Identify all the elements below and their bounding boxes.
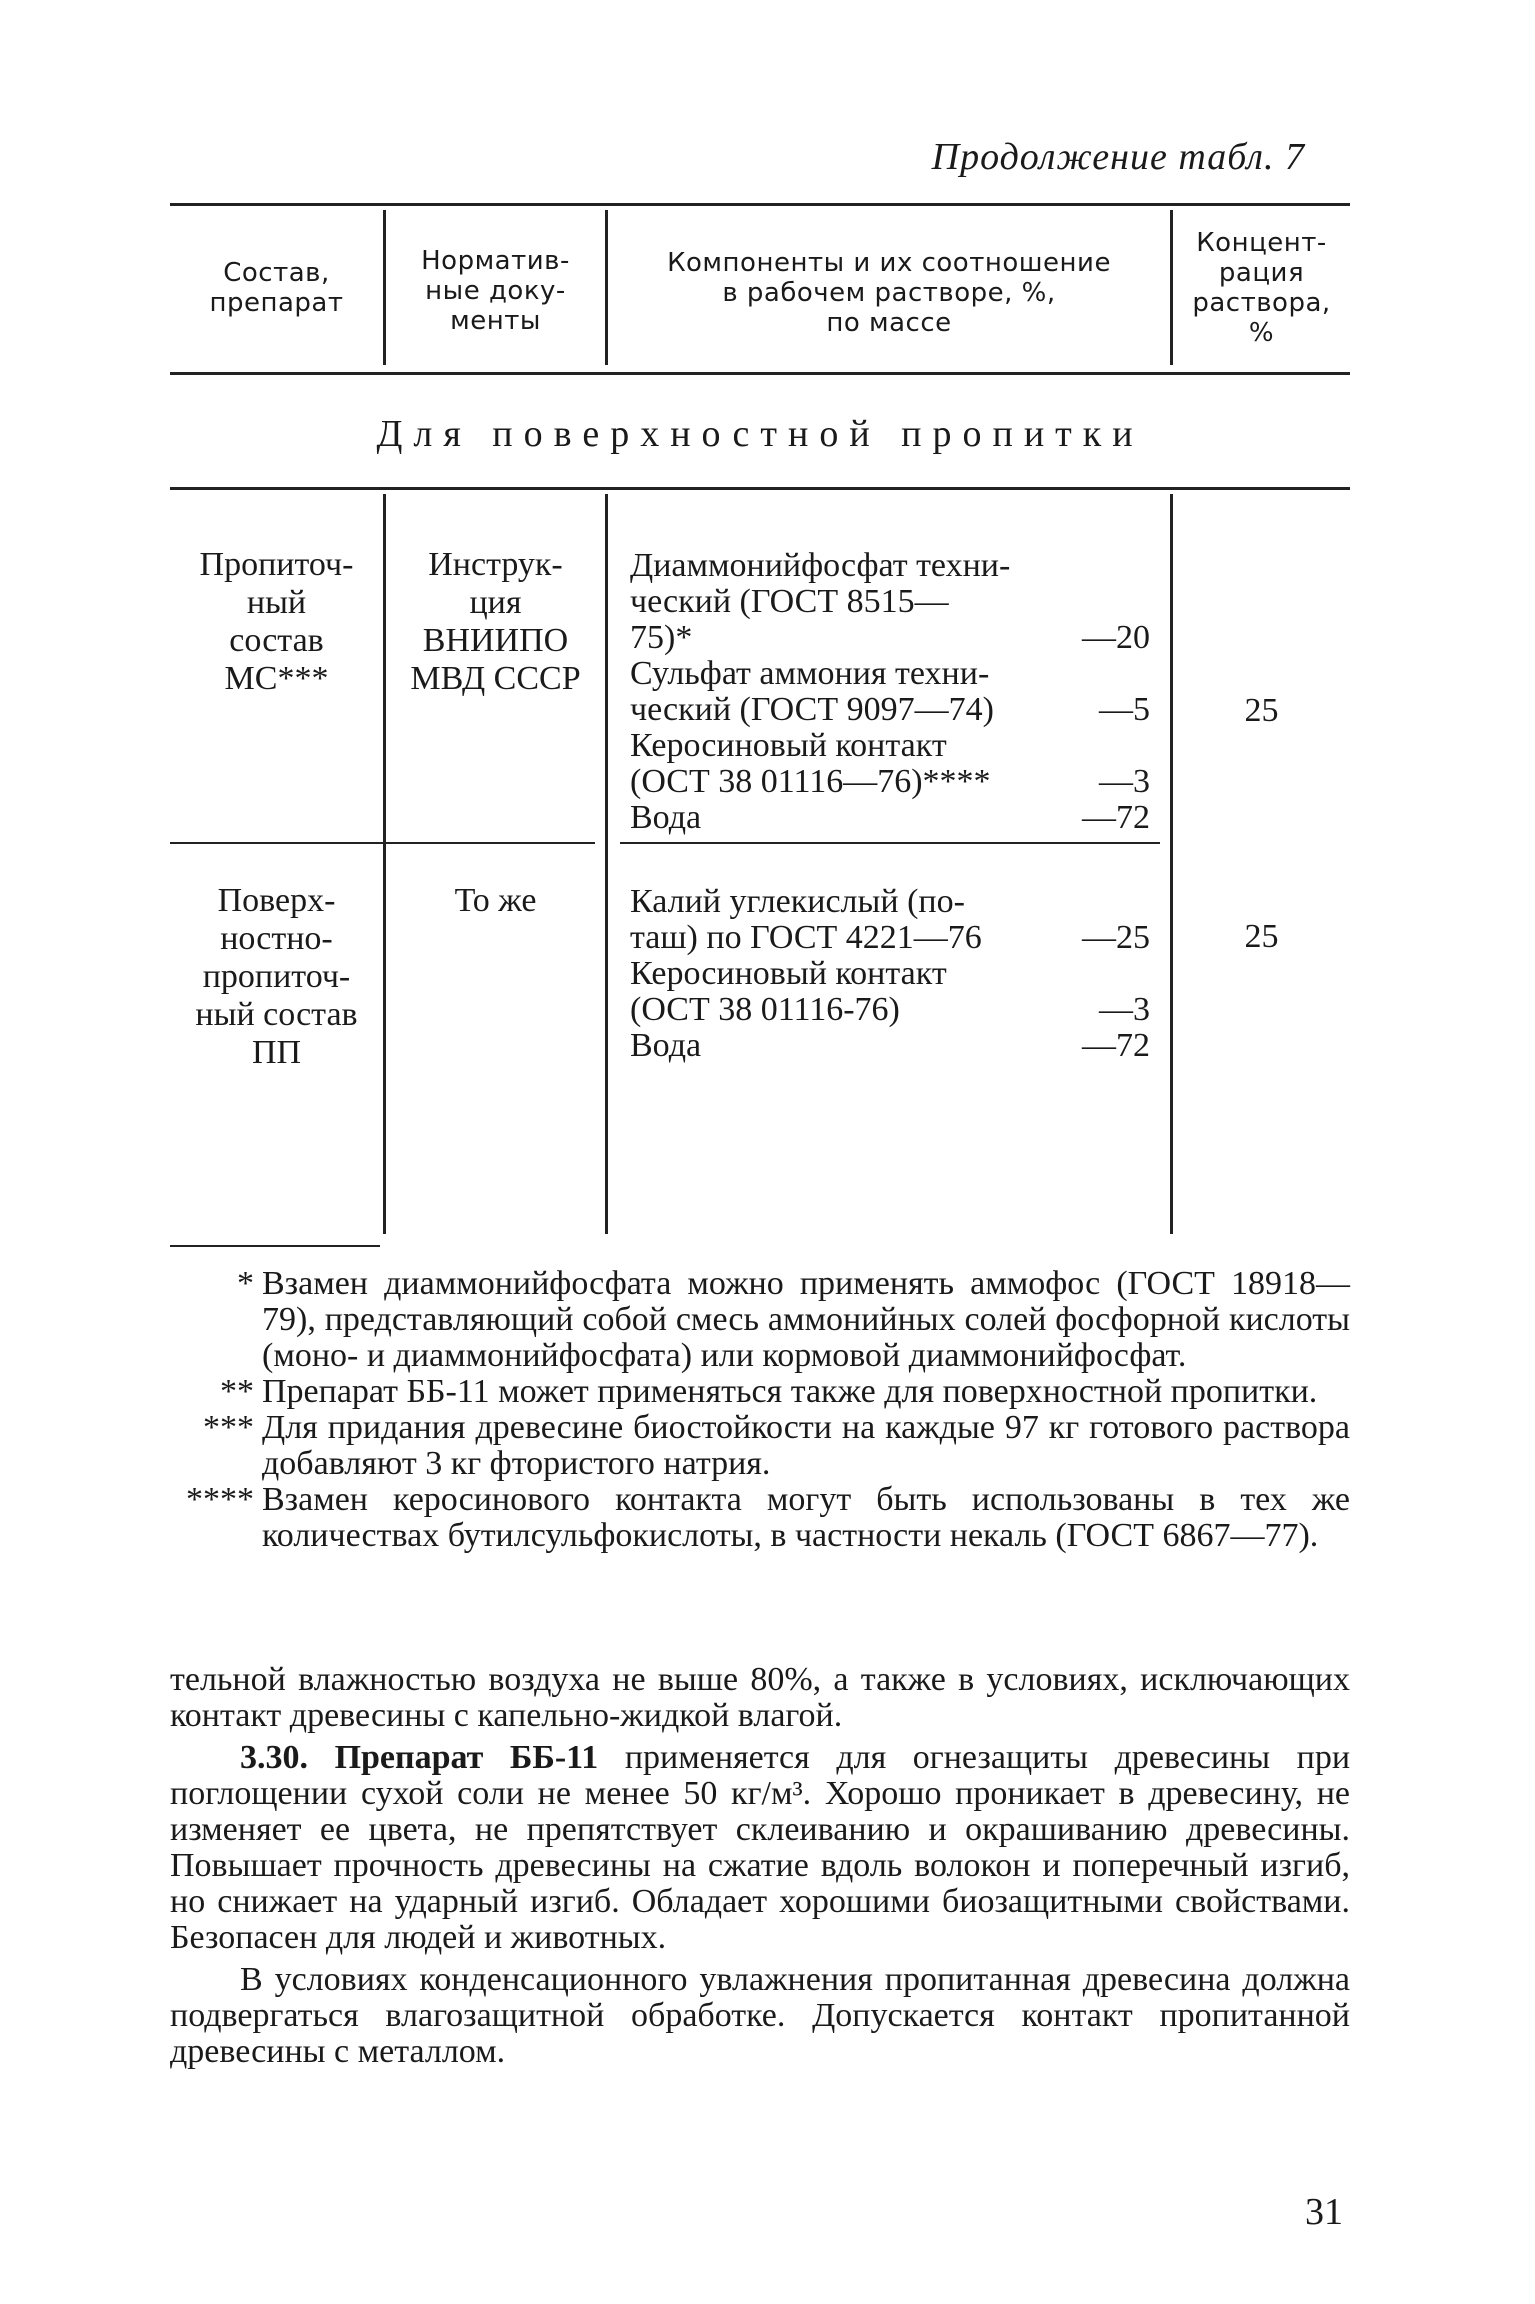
component-line [630,800,1150,836]
component-value: —72 [1082,1027,1150,1064]
row2-concentration: 25 [1244,918,1279,955]
component-value: —25 [1082,919,1150,956]
component-text: Вода [630,1027,702,1064]
footnote-text: Препарат ББ-11 может применяться также для поверхностной пропитки. [262,1373,1318,1410]
footnote-text: Взамен диаммонийфосфата можно применять аммофос (ГОСТ 18918—79), представляющий собой смесь аммонийных солей фосфорной кислоты (моно- и диаммонийфосфата) или кормовой диаммонийфосфат. [262,1265,1350,1374]
footnote-mark: ** [220,1373,254,1410]
row-separator-right [620,842,1160,844]
section-rule [170,487,1350,490]
component-text: Вода [630,799,702,836]
row2-composition: Поверх- ностно- пропиточ- ный состав ПП [195,882,358,1071]
body-divider-2 [605,494,608,1234]
component-value: —3 [1099,763,1150,800]
body-divider-3 [1170,494,1173,1234]
component-line [630,584,1150,620]
table-bottom-rule [170,1245,380,1247]
footnote-mark: *** [203,1409,254,1446]
header-documents: Норматив- ные доку- менты [421,246,570,336]
row1-concentration: 25 [1244,692,1279,729]
component-text: таш) по ГОСТ 4221—76 [630,919,982,956]
component-line [630,548,1150,584]
component-text: Сульфат аммония техни- [630,655,990,692]
paragraph [170,1740,1350,1956]
row1-components [630,548,1150,836]
footnote [170,1410,1350,1482]
section-title: Для поверхностной пропитки [376,413,1144,455]
preparation-name: Препарат ББ-11 [334,1739,599,1776]
row1-composition: Пропиточ- ный состав МС*** [199,546,354,697]
paragraph-text: применяется для огнезащиты древесины при поглощении сухой соли не менее 50 кг/м³. Хорошо проникает в древесину, не изменяет ее цвета, не препятствует склеиванию и окрашиванию древесины. Повышает прочность древесины на сжатие вдоль волокон и поперечный изгиб, но снижает на ударный изгиб. Обладает хорошими биозащитными свойствами. Безопасен для людей и животных. [170,1739,1351,1956]
component-value: —5 [1099,691,1150,728]
footnote-mark: * [237,1265,254,1302]
footnote [170,1482,1350,1554]
footnote [170,1374,1350,1410]
component-text: Керосиновый контакт [630,727,947,764]
component-text: ческий (ГОСТ 8515— [630,583,949,620]
component-line [630,620,1150,656]
component-value: —3 [1099,991,1150,1028]
paragraph: тельной влажностью воздуха не выше 80%, а также в условиях, исключающих контакт древесины с капельно-жидкой влагой. [170,1661,1350,1734]
header-bottom-rule [170,372,1350,375]
component-line [630,764,1150,800]
header-components: Компоненты и их соотношение в рабочем растворе, %, по массе [667,248,1111,338]
footnotes [170,1266,1350,1554]
component-text: 75)* [630,619,693,656]
component-line [630,920,1150,956]
header-concentration: Концент- рация раствора, % [1192,228,1331,348]
row2-components [630,884,1150,1064]
component-text: Калий углекислый (по- [630,883,965,920]
component-line [630,992,1150,1028]
component-text: Диаммонийфосфат техни- [630,547,1011,584]
footnote [170,1266,1350,1374]
component-line [630,956,1150,992]
component-text: (ОСТ 38 01116-76) [630,991,900,1028]
component-line [630,884,1150,920]
section-number: 3.30. [240,1739,308,1776]
component-value: —72 [1082,799,1150,836]
row1-document: Инструк- ция ВНИИПО МВД СССР [410,546,581,697]
component-text: Керосиновый контакт [630,955,947,992]
footnote-text: Для придания древесине биостойкости на каждые 97 кг готового раствора добавляют 3 кг фтористого натрия. [262,1409,1350,1482]
row-separator-left [170,842,595,844]
footnote-mark: **** [186,1481,254,1518]
table-continuation-caption: Продолжение табл. 7 [931,136,1305,178]
row2-document: То же [454,882,537,919]
table-top-rule [170,203,1350,206]
component-line [630,1028,1150,1064]
paragraph: В условиях конденсационного увлажнения пропитанная древесина должна подвергаться влагозащитной обработке. Допускается контакт пропитанной древесины с металлом. [170,1961,1350,2070]
component-text: (ОСТ 38 01116—76)**** [630,763,991,800]
component-line [630,656,1150,692]
component-text: ческий (ГОСТ 9097—74) [630,691,994,728]
footnote-text: Взамен керосинового контакта могут быть использованы в тех же количествах бутилсульфокислоты, в частности некаль (ГОСТ 6867—77). [262,1481,1350,1554]
component-line [630,692,1150,728]
page-number: 31 [1305,2191,1343,2233]
body-text [170,1662,1350,2070]
header-composition: Состав, препарат [209,258,344,318]
component-value: —20 [1082,619,1150,656]
component-line [630,728,1150,764]
